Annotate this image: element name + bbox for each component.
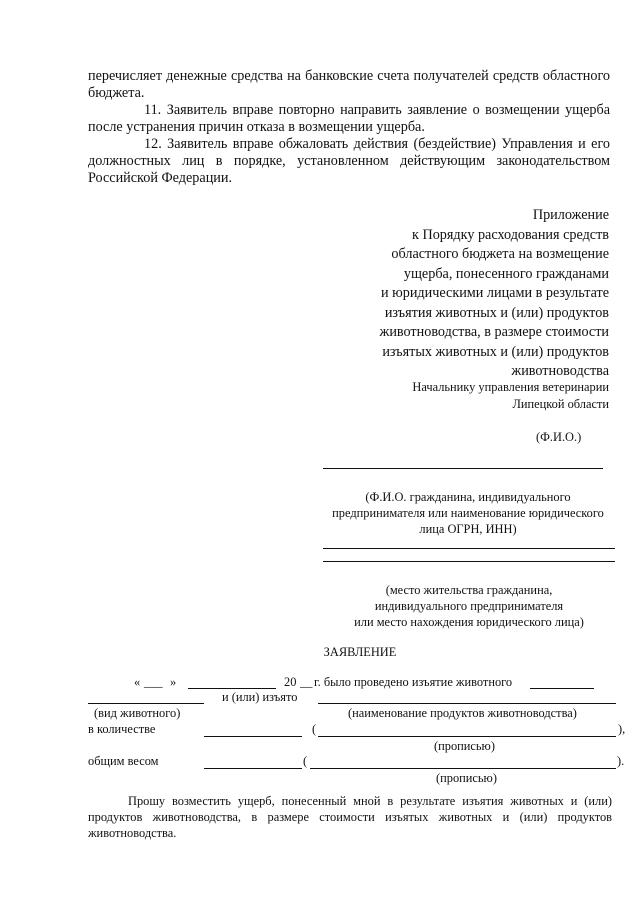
address-caption-line1: (место жительства гражданина, (385, 583, 553, 597)
appendix-line: и юридическими лицами в результате (381, 285, 609, 301)
paragraph-11: 11. Заявитель вправе повторно направить заявление о возмещении ущерба после устранения причин отказа в возмещении ущерба. (88, 102, 610, 135)
appendix-line: ущерба, понесенного гражданами (403, 265, 609, 282)
weight-paren-open: ( (303, 754, 308, 768)
addressee-fio-caption: (Ф.И.О.) (536, 430, 582, 444)
products-caption: (наименование продуктов животноводства) (348, 706, 577, 720)
seizure-text: г. было проведено изъятие животного (314, 675, 513, 689)
address-caption-line2: индивидуального предпринимателя (374, 599, 564, 613)
appendix-line: областного бюджета на возмещение (391, 246, 609, 262)
form-title: ЗАЯВЛЕНИЕ (323, 645, 397, 659)
addressee-title: Начальнику управления ветеринарии (412, 380, 609, 394)
animal-type-line-right (530, 688, 594, 689)
paragraph-10-continuation: перечисляет денежные средства на банковские счета получателей средств областного бюджета. (88, 68, 610, 101)
quantity-label: в количестве (88, 722, 156, 736)
appendix-line: изъятия животных и (или) продуктов (384, 304, 609, 321)
paragraph-12: 12. Заявитель вправе обжаловать действия (бездействие) Управления и его должностных лиц в порядке, установленном действующим законодательством Российской Федерации. (88, 136, 610, 186)
appendix-line: Приложение (532, 207, 609, 223)
weight-paren-close: ). (617, 754, 625, 768)
quantity-paren-open: ( (312, 722, 317, 736)
weight-in-words-caption: (прописью) (436, 771, 497, 785)
address-line-1 (323, 548, 615, 549)
date-day-blank: ___ (144, 675, 163, 689)
request-paragraph: Прошу возместить ущерб, понесенный мной в результате изъятия животных и (или) продуктов животноводства, в размере стоимости изъятых животных и (или) продуктов животноводства. (88, 794, 612, 840)
weight-words-line (310, 768, 616, 769)
year-blank: __ (300, 675, 313, 689)
quantity-in-words-caption: (прописью) (434, 739, 495, 753)
appendix-line: к Порядку расходования средств (412, 226, 609, 243)
appendix-line: животноводства, в размере стоимости (379, 324, 609, 340)
applicant-caption-line3: лица ОГРН, ИНН) (419, 522, 517, 536)
quantity-words-line (318, 736, 616, 737)
and-or-seized-text: и (или) изъято (222, 690, 298, 704)
addressee-region: Липецкой области (512, 397, 609, 411)
animal-type-caption: (вид животного) (94, 706, 181, 720)
date-month-line (188, 688, 276, 689)
animal-type-line-left (88, 703, 204, 704)
applicant-caption-line2: предпринимателя или наименование юридического (332, 506, 604, 520)
date-quote-close: » (170, 675, 177, 689)
appendix-line: животноводства (511, 363, 609, 379)
appendix-header (309, 206, 609, 382)
address-caption-line3: или место нахождения юридического лица) (354, 615, 584, 629)
date-quote-open: « (134, 675, 141, 689)
applicant-name-line (323, 468, 603, 469)
appendix-line: изъятых животных и (или) продуктов (382, 343, 609, 360)
applicant-caption-line1: (Ф.И.О. гражданина, индивидуального (365, 490, 571, 504)
address-line-2 (323, 561, 615, 562)
year-prefix: 20 (284, 675, 297, 689)
quantity-line (204, 736, 302, 737)
quantity-paren-close: ), (618, 722, 626, 736)
products-line (318, 703, 616, 704)
weight-label: общим весом (88, 754, 159, 768)
weight-line (204, 768, 302, 769)
